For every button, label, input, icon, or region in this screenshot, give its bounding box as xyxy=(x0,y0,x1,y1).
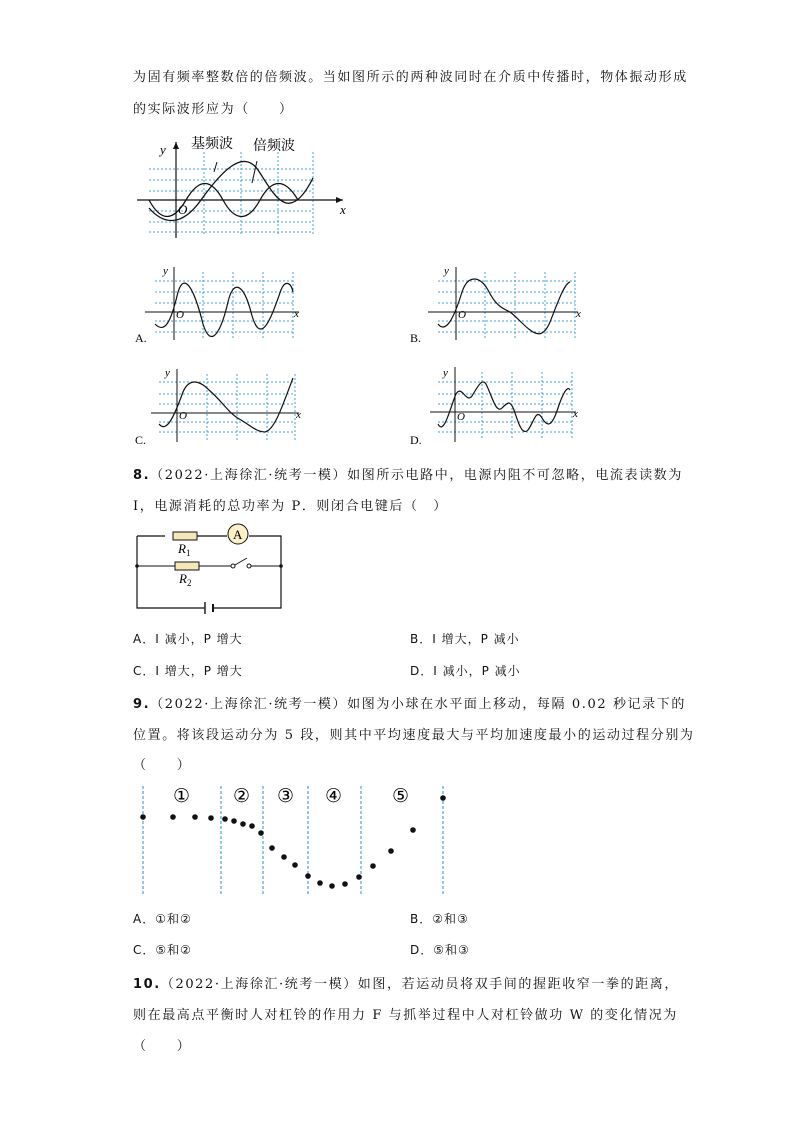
r1-label: $R_1$ xyxy=(178,541,191,558)
x-axis-label: x xyxy=(340,202,346,217)
segment-2-label: ② xyxy=(233,786,251,807)
q10-text-line-1 xyxy=(133,973,679,992)
q9-number: 9. xyxy=(133,697,151,712)
option-c-x-label: x xyxy=(296,409,301,421)
r2-label: $R_2$ xyxy=(179,571,192,588)
q9-option-c[interactable]: C．⑤和② xyxy=(133,943,192,957)
q9-option-d[interactable]: D．⑤和③ xyxy=(410,943,470,957)
option-a-origin-label: O xyxy=(176,309,184,321)
option-c-letter: C. xyxy=(135,433,147,447)
q9-stem: （2022·上海徐汇·统考一模）如图为小球在水平面上移动，每隔 0.02 秒记录下的 xyxy=(150,697,686,712)
q8-number: 8. xyxy=(133,468,151,483)
q8-option-a[interactable]: A．I 减小，P 增大 xyxy=(133,632,243,646)
y-axis-label: y xyxy=(160,142,166,157)
q8-option-d[interactable]: D．I 减小，P 减小 xyxy=(410,664,521,678)
q9-text-line-2: 位置。将该段运动分为 5 段，则其中平均速度最大与平均加速度最小的运动过程分别为 xyxy=(133,728,695,743)
q9-motion-diagram xyxy=(133,780,463,898)
q8-option-b[interactable]: B．I 增大，P 减小 xyxy=(410,632,520,646)
origin-label: O xyxy=(178,202,188,217)
q9-option-a[interactable]: A．①和② xyxy=(133,912,192,926)
q10-stem: （2022·上海徐汇·统考一模）如图，若运动员将双手间的握距收窄一拳的距离， xyxy=(160,977,679,992)
segment-3-label: ③ xyxy=(277,786,295,807)
q7-option-b-graph[interactable] xyxy=(410,262,590,346)
q8-option-c[interactable]: C．I 增大，P 增大 xyxy=(133,664,243,678)
q10-text-line-3: （ ） xyxy=(133,1039,192,1054)
option-c-y-label: y xyxy=(165,367,170,379)
q7-text-line-1: 为固有频率整数倍的倍频波。当如图所示的两种波同时在介质中传播时，物体振动形成 xyxy=(133,70,688,85)
option-b-origin-label: O xyxy=(458,309,466,321)
option-c-origin-label: O xyxy=(179,410,187,422)
q8-stem: （2022·上海徐汇·统考一模）如图所示电路中，电源内阻不可忽略，电流表读数为 xyxy=(150,468,683,483)
q7-option-d-graph[interactable] xyxy=(410,364,590,448)
option-d-letter: D. xyxy=(410,433,422,447)
q7-wave-figure xyxy=(133,128,363,240)
label-fundamental-wave: 基频波 xyxy=(191,137,233,152)
option-a-y-label: y xyxy=(163,265,168,277)
q8-text-line-1 xyxy=(133,464,683,483)
segment-4-label: ④ xyxy=(325,786,343,807)
q8-circuit-diagram xyxy=(133,520,293,618)
q7-option-a-graph[interactable] xyxy=(133,262,313,346)
q9-text-line-3: （ ） xyxy=(133,758,192,773)
q8-text-line-2: I，电源消耗的总功率为 P．则闭合电键后（ ） xyxy=(133,499,448,514)
q7-option-c-graph[interactable] xyxy=(133,364,313,448)
option-d-origin-label: O xyxy=(457,411,465,423)
option-a-x-label: x xyxy=(294,308,299,320)
segment-5-label: ⑤ xyxy=(392,786,410,807)
ammeter-label: A xyxy=(233,527,243,542)
option-a-letter: A. xyxy=(135,331,147,345)
switch xyxy=(235,558,247,565)
option-b-x-label: x xyxy=(576,308,581,320)
option-d-y-label: y xyxy=(443,367,448,379)
q7-text-line-2: 的实际波形应为（ ） xyxy=(133,102,294,117)
option-b-letter: B. xyxy=(410,331,422,345)
option-b-y-label: y xyxy=(444,265,449,277)
q10-text-line-2: 则在最高点平衡时人对杠铃的作用力 F 与抓举过程中人对杠铃做功 W 的变化情况为 xyxy=(133,1008,678,1023)
q10-number: 10. xyxy=(133,977,161,992)
option-d-x-label: x xyxy=(573,408,578,420)
q9-option-b[interactable]: B．②和③ xyxy=(410,912,469,926)
q9-text-line-1 xyxy=(133,693,686,712)
label-harmonic-wave: 倍频波 xyxy=(253,139,295,154)
segment-1-label: ① xyxy=(173,786,191,807)
